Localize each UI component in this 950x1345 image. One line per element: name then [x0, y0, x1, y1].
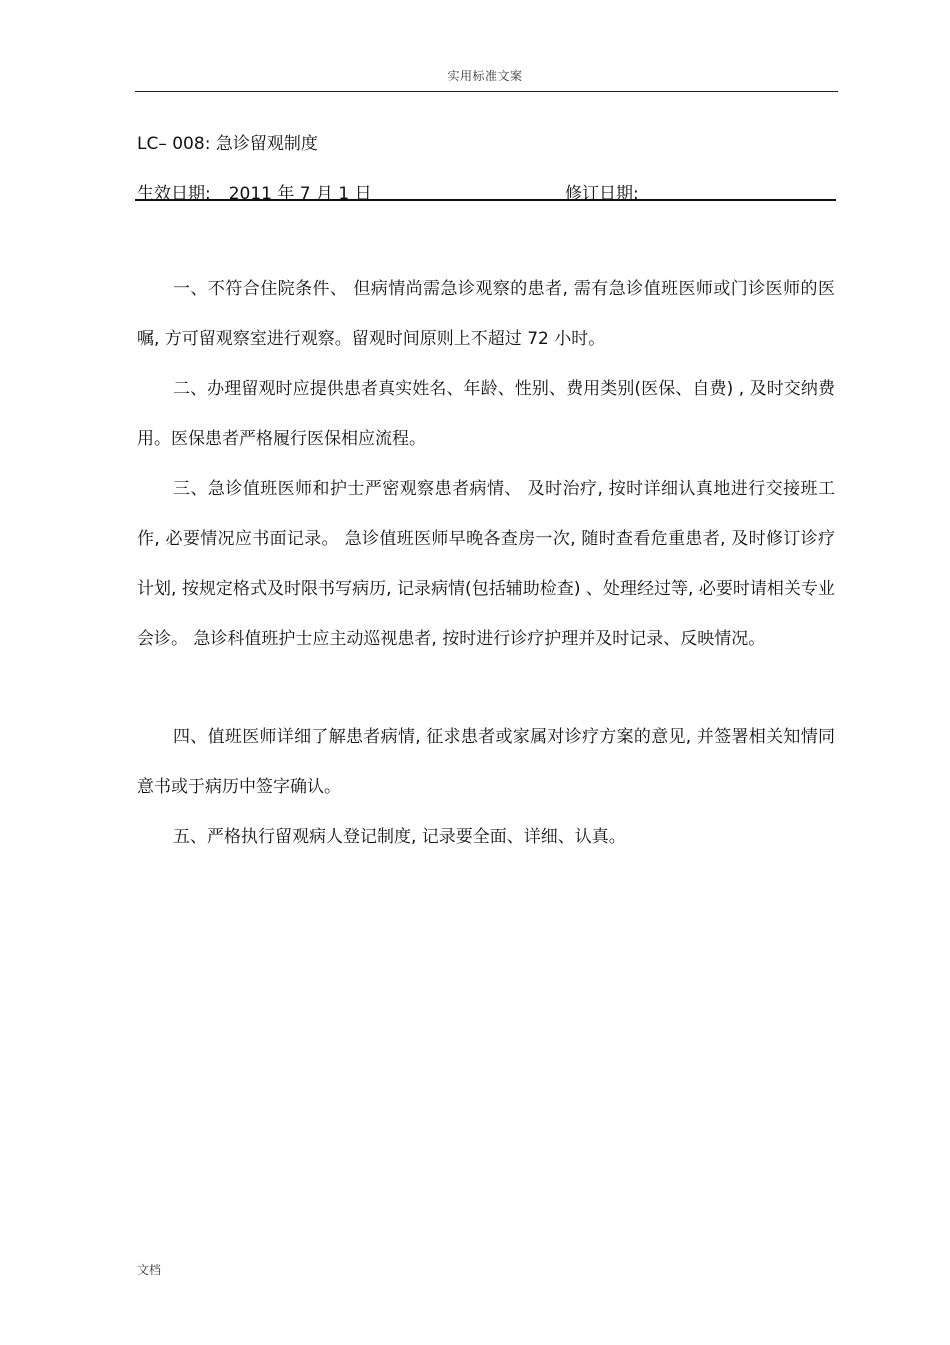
paragraph-5: 五、严格执行留观病人登记制度, 记录要全面、详细、认真。 — [173, 827, 626, 847]
effective-date-label: 生效日期: — [137, 184, 211, 204]
paragraph-4: 四、值班医师详细了解患者病情, 征求患者或家属对诊疗方案的意见, 并签署相关知情同意书或于病历中签字确认。 — [137, 727, 835, 797]
meta-underline — [135, 199, 836, 201]
paragraph-2: 二、办理留观时应提供患者真实姓名、年龄、性别、费用类别(医保、自费) , 及时交纳费用。医保患者严格履行医保相应流程。 — [137, 379, 835, 449]
document-meta-row — [137, 179, 835, 204]
document-title: LC– 008: 急诊留观制度 — [137, 134, 318, 154]
page-footer: 文档 — [137, 1263, 162, 1277]
effective-date-value: 2011 年 7 月 1 日 — [228, 184, 372, 204]
header-divider — [135, 91, 838, 92]
revised-date-label: 修订日期: — [565, 184, 639, 204]
page-header-title: 实用标准文案 — [447, 69, 523, 83]
paragraph-3: 三、急诊值班医师和护士严密观察患者病情、 及时治疗, 按时详细认真地进行交接班工作, 必要情况应书面记录。 急诊值班医师早晚各查房一次, 随时查看危重患者, 及时修订诊疗计划, 按规定格式及时限书写病历, 记录病情(包括辅助检查) 、处理经过等, 必要时请相关专业会诊。 急诊科值班护士应主动巡视患者, 按时进行诊疗护理并及时记录、反映情况。 — [137, 479, 835, 649]
paragraph-1: 一、不符合住院条件、 但病情尚需急诊观察的患者, 需有急诊值班医师或门诊医师的医嘱, 方可留观察室进行观察。留观时间原则上不超过 72 小时。 — [137, 279, 835, 349]
